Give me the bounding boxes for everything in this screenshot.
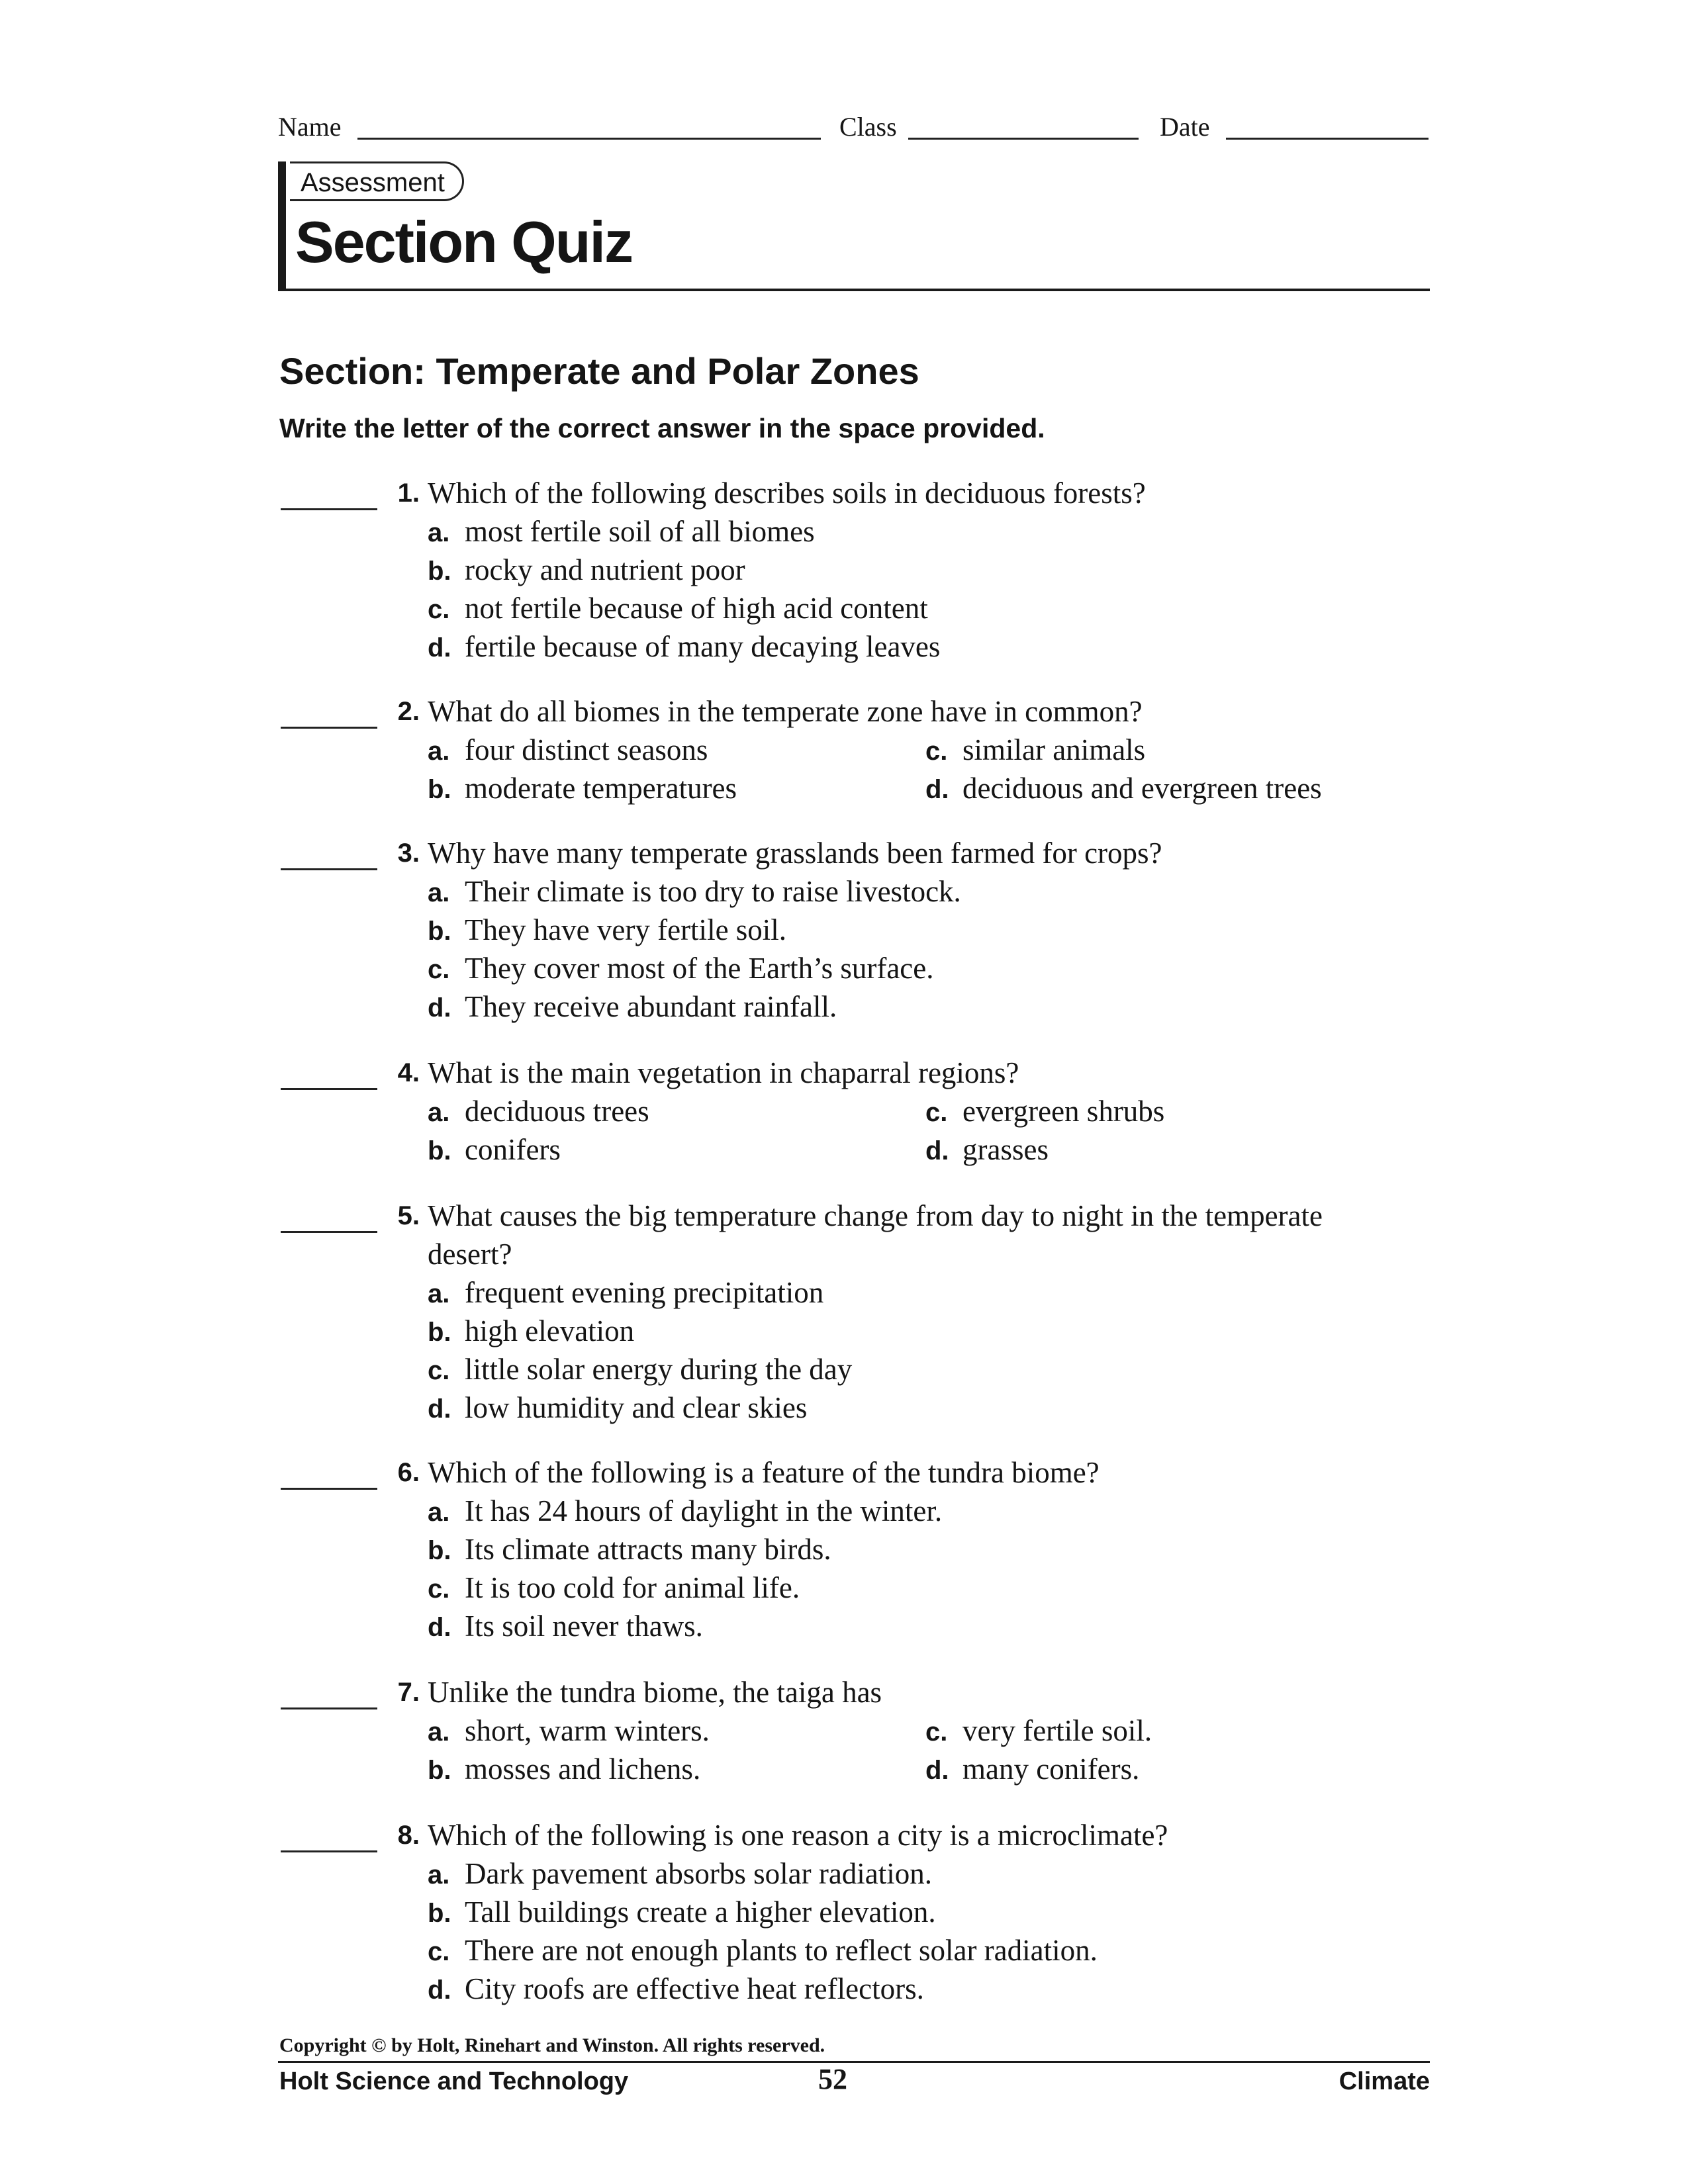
option-letter: d.: [428, 1976, 451, 2005]
option-c: [428, 1931, 1098, 1971]
option-letter: b.: [428, 1318, 451, 1347]
question-text: Which of the following is a feature of the tundra biome?: [428, 1456, 1100, 1489]
option-text: grasses: [962, 1133, 1049, 1166]
date-label: Date: [1160, 112, 1210, 142]
option-d: [428, 987, 837, 1027]
option-a: [428, 1273, 823, 1313]
option-letter: c.: [428, 1574, 450, 1604]
publisher-name: Holt Science and Technology: [279, 2068, 629, 2095]
option-b: [428, 1312, 634, 1351]
option-c: [925, 731, 1145, 770]
option-text: Their climate is too dry to raise livestock.: [465, 875, 961, 908]
option-text: not fertile because of high acid content: [465, 592, 928, 625]
option-text: many conifers.: [962, 1752, 1140, 1786]
option-text: fertile because of many decaying leaves: [465, 630, 941, 663]
question-text: Unlike the tundra biome, the taiga has: [428, 1676, 882, 1709]
name-label: Name: [278, 112, 342, 142]
option-text: There are not enough plants to reflect solar radiation.: [465, 1934, 1098, 1967]
option-text: moderate temperatures: [465, 772, 737, 805]
page-number: 52: [818, 2063, 847, 2095]
question-text: What do all biomes in the temperate zone have in common?: [428, 695, 1143, 728]
answer-blank-7[interactable]: [281, 1707, 377, 1709]
option-letter: a.: [428, 1279, 450, 1308]
question-number: 3.: [397, 839, 420, 868]
option-text: little solar energy during the day: [465, 1353, 853, 1386]
title-bar-decoration: [278, 161, 286, 289]
option-letter: c.: [925, 1717, 948, 1747]
page-title: Section Quiz: [295, 209, 632, 275]
option-letter: c.: [925, 737, 948, 766]
answer-blank-8[interactable]: [281, 1850, 377, 1852]
option-text: City roofs are effective heat reflectors.: [465, 1972, 924, 2005]
option-b: [428, 1130, 561, 1170]
option-text: deciduous trees: [465, 1095, 649, 1128]
option-a: [428, 1711, 710, 1751]
option-c: [925, 1092, 1164, 1132]
option-c: [428, 1569, 800, 1608]
option-a: [428, 512, 815, 552]
option-c: [428, 949, 934, 989]
option-letter: b.: [428, 557, 451, 586]
option-letter: b.: [428, 1536, 451, 1565]
option-d: [428, 1388, 807, 1428]
option-text: low humidity and clear skies: [465, 1391, 808, 1424]
option-letter: c.: [428, 595, 450, 624]
option-text: very fertile soil.: [962, 1714, 1152, 1747]
option-text: They receive abundant rainfall.: [465, 990, 837, 1023]
option-text: They cover most of the Earth’s surface.: [465, 952, 934, 985]
question-number: 2.: [397, 697, 420, 726]
option-a: [428, 1492, 942, 1531]
option-b: [428, 1750, 700, 1790]
copyright-notice: Copyright © by Holt, Rinehart and Winston. All rights reserved.: [279, 2034, 825, 2056]
option-letter: d.: [428, 1394, 451, 1424]
option-letter: c.: [428, 1356, 450, 1385]
option-letter: d.: [925, 775, 949, 804]
option-letter: d.: [428, 633, 451, 662]
option-text: most fertile soil of all biomes: [465, 515, 815, 548]
answer-blank-3[interactable]: [281, 868, 377, 870]
question-text: Which of the following is one reason a city is a microclimate?: [428, 1819, 1168, 1852]
option-letter: b.: [428, 1136, 451, 1165]
option-letter: a.: [428, 737, 450, 766]
title-divider: [278, 289, 1430, 291]
option-d: [925, 769, 1322, 809]
option-text: It has 24 hours of daylight in the winter.: [465, 1494, 943, 1527]
option-letter: a.: [428, 878, 450, 907]
option-b: [428, 1893, 936, 1933]
option-d: [428, 1607, 703, 1647]
question-number: 7.: [397, 1678, 420, 1707]
option-letter: a.: [428, 518, 450, 547]
option-letter: a.: [428, 1860, 450, 1889]
option-letter: b.: [428, 775, 451, 804]
option-letter: d.: [428, 993, 451, 1023]
chapter-name: Climate: [1338, 2068, 1430, 2095]
option-letter: d.: [925, 1756, 949, 1785]
option-text: similar animals: [962, 733, 1146, 766]
answer-blank-2[interactable]: [281, 727, 377, 729]
option-c: [925, 1711, 1152, 1751]
answer-blank-6[interactable]: [281, 1488, 377, 1490]
option-letter: a.: [428, 1498, 450, 1527]
option-text: Its climate attracts many birds.: [465, 1533, 831, 1566]
option-text: rocky and nutrient poor: [465, 553, 745, 586]
option-text: deciduous and evergreen trees: [962, 772, 1322, 805]
assessment-tab: Assessment: [290, 161, 464, 201]
option-text: Dark pavement absorbs solar radiation.: [465, 1857, 933, 1890]
option-letter: c.: [925, 1098, 948, 1127]
option-b: [428, 551, 745, 590]
option-a: [428, 731, 708, 770]
option-letter: b.: [428, 917, 451, 946]
question-number: 8.: [397, 1821, 420, 1850]
option-d: [428, 1970, 924, 2009]
option-letter: a.: [428, 1717, 450, 1747]
option-letter: b.: [428, 1756, 451, 1785]
option-text: high elevation: [465, 1314, 635, 1347]
option-letter: c.: [428, 955, 450, 984]
option-a: [428, 872, 961, 912]
answer-blank-4[interactable]: [281, 1088, 377, 1090]
option-text: frequent evening precipitation: [465, 1276, 824, 1309]
question-number: 5.: [397, 1201, 420, 1230]
option-letter: c.: [428, 1937, 450, 1966]
option-c: [428, 589, 928, 629]
option-b: [428, 911, 786, 950]
option-letter: a.: [428, 1098, 450, 1127]
option-text: Tall buildings create a higher elevation.: [465, 1895, 936, 1929]
option-text: conifers: [465, 1133, 561, 1166]
option-c: [428, 1350, 852, 1390]
option-d: [428, 627, 940, 667]
question-number: 6.: [397, 1458, 420, 1487]
option-a: [428, 1092, 649, 1132]
option-b: [428, 769, 737, 809]
option-d: [925, 1750, 1139, 1790]
answer-blank-5[interactable]: [281, 1231, 377, 1233]
option-letter: d.: [925, 1136, 949, 1165]
question-text: Why have many temperate grasslands been farmed for crops?: [428, 837, 1162, 870]
instructions: Write the letter of the correct answer in the space provided.: [279, 413, 1045, 443]
option-d: [925, 1130, 1049, 1170]
question-text: What causes the big temperature change from day to night in the temperate desert?: [428, 1199, 1323, 1271]
option-letter: b.: [428, 1899, 451, 1928]
option-text: They have very fertile soil.: [465, 913, 787, 946]
footer-divider: [278, 2061, 1430, 2063]
option-text: four distinct seasons: [465, 733, 708, 766]
option-letter: d.: [428, 1613, 451, 1642]
question-number: 4.: [397, 1058, 420, 1087]
answer-blank-1[interactable]: [281, 508, 377, 510]
option-a: [428, 1854, 932, 1894]
question-number: 1.: [397, 478, 420, 508]
date-field[interactable]: [1226, 138, 1429, 140]
class-field[interactable]: [908, 138, 1139, 140]
name-field[interactable]: [357, 138, 821, 140]
option-text: Its soil never thaws.: [465, 1610, 703, 1643]
class-label: Class: [839, 112, 897, 142]
section-heading: Section: Temperate and Polar Zones: [279, 350, 919, 392]
option-b: [428, 1530, 831, 1570]
question-text: What is the main vegetation in chaparral regions?: [428, 1056, 1019, 1089]
option-text: It is too cold for animal life.: [465, 1571, 800, 1604]
option-text: mosses and lichens.: [465, 1752, 701, 1786]
option-text: evergreen shrubs: [962, 1095, 1165, 1128]
option-text: short, warm winters.: [465, 1714, 710, 1747]
question-text: Which of the following describes soils in deciduous forests?: [428, 477, 1146, 510]
